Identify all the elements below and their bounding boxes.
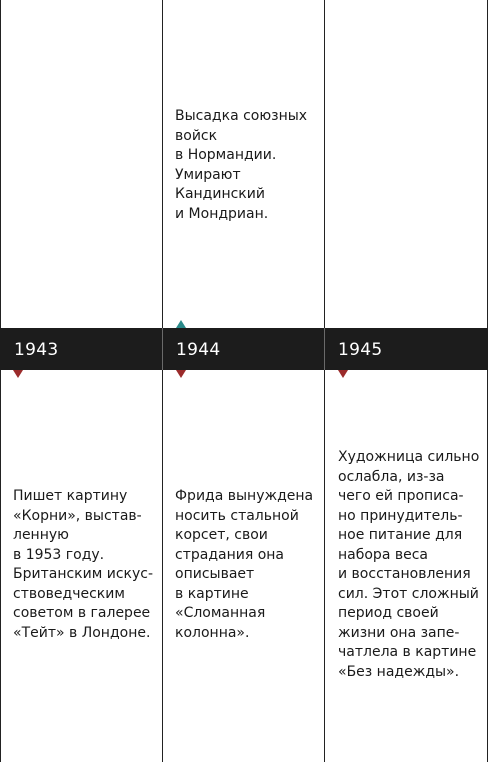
year-label-1943: 1943 xyxy=(14,340,59,360)
year-band-divider xyxy=(162,328,163,370)
event-text-1945: Художница сильно ослабла, из-за чего ей прописа- но принудитель- ное питание для набора веса и восстановления сил. Этот сложный период своей жизни она запе- чатлела в картине «Без надежды». xyxy=(338,449,480,680)
event-text-1944-world: Высадка союзных войск в Нормандии. Умирают Кандинский и Мондриан. xyxy=(175,108,308,222)
year-band xyxy=(0,328,488,370)
year-label-1945: 1945 xyxy=(338,340,383,360)
event-below-marker-icon xyxy=(338,370,348,378)
event-below-marker-icon xyxy=(13,370,23,378)
event-above-marker-icon xyxy=(176,320,186,328)
event-text-1944: Фрида вынуждена носить стальной корсет, свои страдания она описывает в картине «Сломанная колонна». xyxy=(175,488,314,641)
year-label-1944: 1944 xyxy=(176,340,221,360)
column-line-1 xyxy=(162,0,163,762)
event-text-1943: Пишет картину «Корни», выстав- ленную в 1953 году. Британским искус- ствоведческим советом в галерее «Тейт» в Лондоне. xyxy=(13,488,154,641)
event-below-marker-icon xyxy=(176,370,186,378)
column-line-left xyxy=(0,0,1,762)
column-line-2 xyxy=(324,0,325,762)
year-band-divider xyxy=(324,328,325,370)
